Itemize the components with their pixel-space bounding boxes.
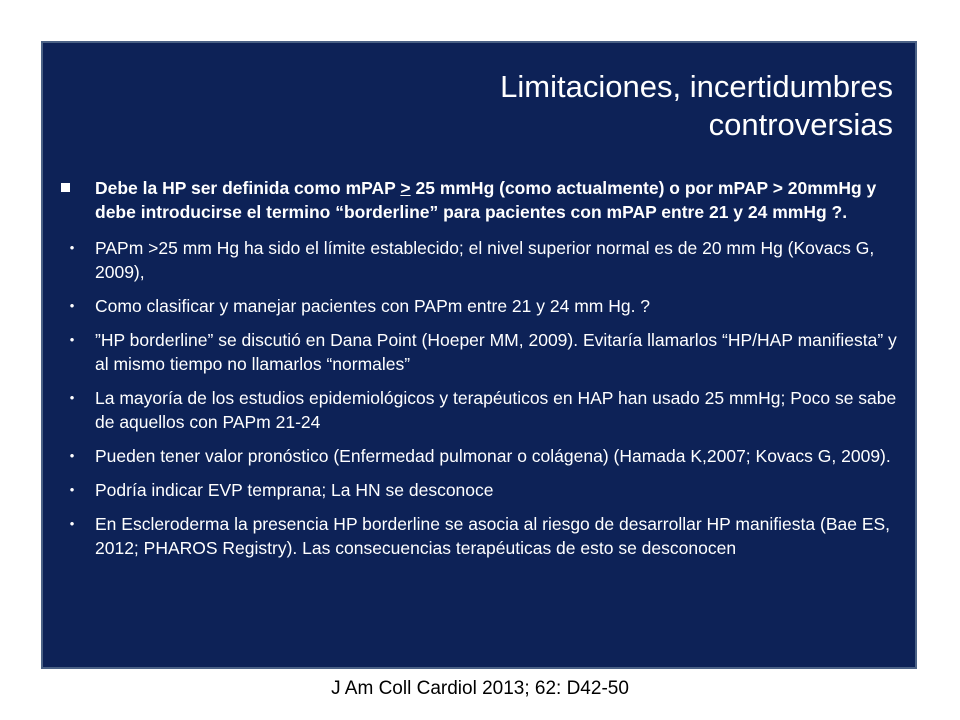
bullet-dot-icon: • (69, 240, 75, 255)
bullet-dot-icon: • (69, 390, 75, 405)
bullet-dot-icon: • (69, 482, 75, 497)
main-question-text-2: 25 mmHg (como actualmente) o por mPAP > 20mmHg y debe introducirse el termino “borderline” para pacientes con mPAP entre 21 y 24 mmHg ?. (95, 178, 877, 222)
list-item (57, 386, 907, 434)
list-item-text: Podría indicar EVP temprana; La HN se desconoce (95, 480, 494, 500)
list-item-text: ”HP borderline” se discutió en Dana Point (Hoeper MM, 2009). Evitaría llamarlos “HP/HAP manifiesta” y al mismo tiempo no llamarlos “normales” (95, 330, 897, 374)
slide-title-line-1: Limitaciones, incertidumbres (500, 69, 893, 104)
list-item-text: En Escleroderma la presencia HP borderline se asocia al riesgo de desarrollar HP manifiesta (Bae ES, 2012; PHAROS Registry). Las consecuencias terapéuticas de esto se desconocen (95, 514, 891, 558)
bullet-list (57, 176, 907, 570)
slide-panel (41, 41, 917, 669)
list-item (57, 512, 907, 560)
list-item (57, 236, 907, 284)
list-item (57, 478, 907, 502)
slide-title-line-2: controversias (708, 107, 893, 142)
bullet-dot-icon: • (69, 332, 75, 347)
citation: J Am Coll Cardiol 2013; 62: D42-50 (331, 678, 629, 699)
bullet-dot-icon: • (69, 298, 75, 313)
list-item-text: Pueden tener valor pronóstico (Enfermedad pulmonar o colágena) (Hamada K,2007; Kovacs G, 2009). (95, 446, 891, 466)
list-item-text: La mayoría de los estudios epidemiológicos y terapéuticos en HAP han usado 25 mmHg; Poco se sabe de aquellos con PAPm 21-24 (95, 388, 897, 432)
greater-equal-symbol: > (400, 178, 411, 198)
main-question-item (57, 176, 907, 224)
list-item-text: PAPm >25 mm Hg ha sido el límite establecido; el nivel superior normal es de 20 mm Hg (Kovacs G, 2009), (95, 238, 875, 282)
list-item-text: Como clasificar y manejar pacientes con PAPm entre 21 y 24 mm Hg. ? (95, 296, 651, 316)
main-question-text-1: Debe la HP ser definida como mPAP (95, 178, 401, 198)
bullet-dot-icon: • (69, 516, 75, 531)
square-bullet-icon (61, 183, 70, 192)
slide-title (273, 68, 893, 144)
list-item (57, 294, 907, 318)
bullet-dot-icon: • (69, 448, 75, 463)
list-item (57, 328, 907, 376)
list-item (57, 444, 907, 468)
